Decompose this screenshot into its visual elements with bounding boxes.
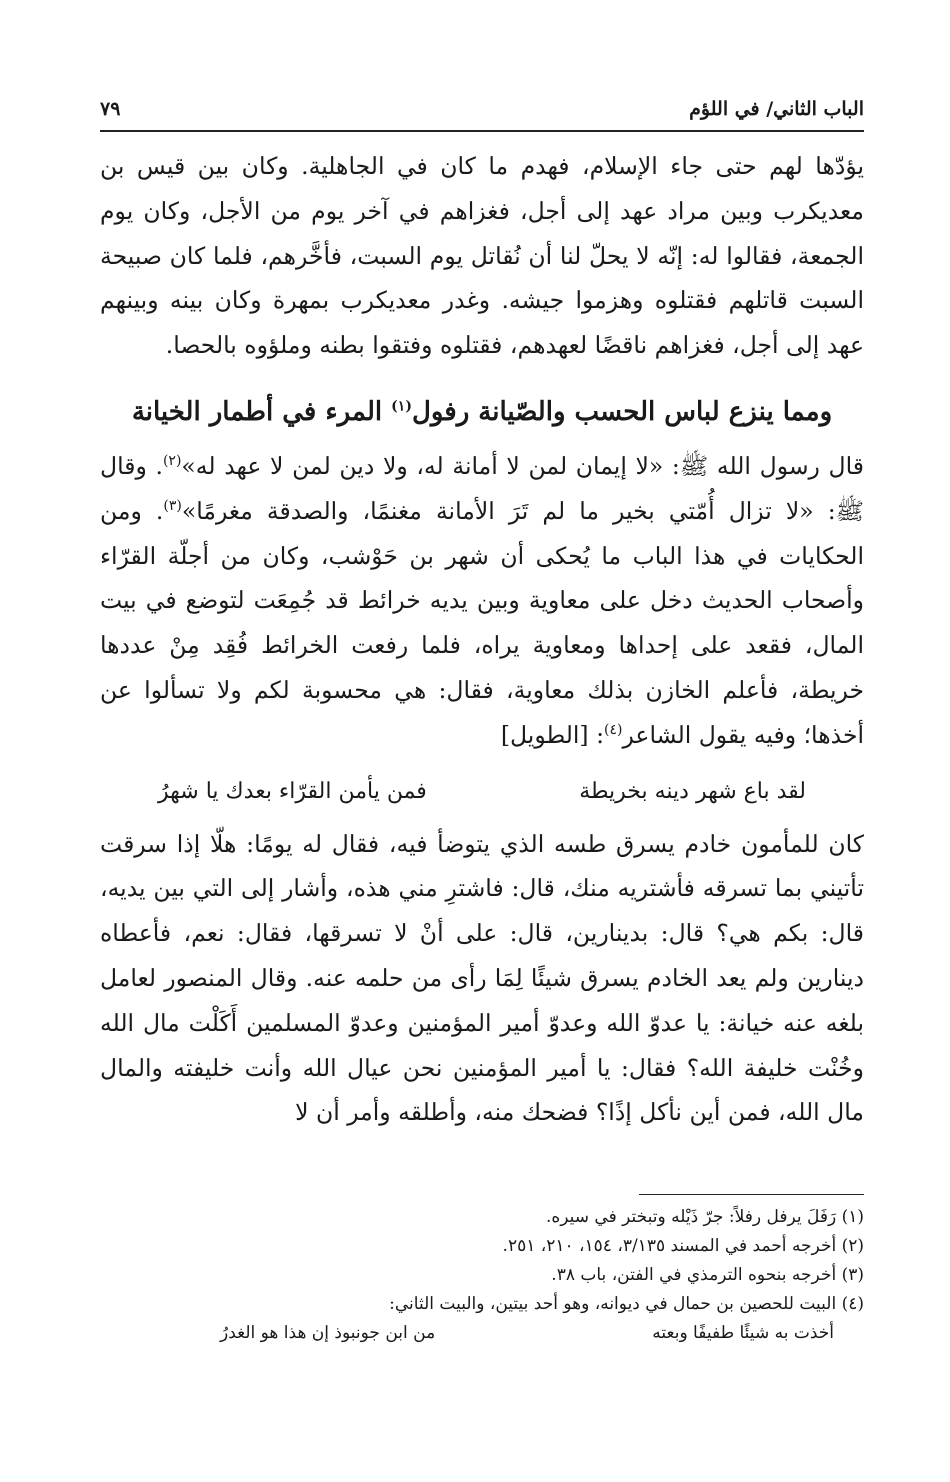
footnote-marker-3[interactable]: (٣) <box>163 497 182 514</box>
anecdote-shahr: . ومن الحكايات في هذا الباب ما يُحكى أن شهر بن حَوْشب، وكان من أجلّة القرّاء وأصحاب الحديث دخل على معاوية وبين يديه خرائط قد جُمِعَت لتوضع في بيت المال، فقعد على إحداها ومعاوية يراه، فلما رفعت الخرائط فُقِد مِنْ عددها خريطة، فأعلم الخازن بذلك معاوية، فقال: هي محسوبة لكم ولا تسألوا عن أخذها؛ وفيه يقول الشاعر <box>100 496 864 749</box>
section-heading <box>100 390 864 434</box>
meter-label: : [الطويل] <box>500 720 604 749</box>
heading-part-b: المرء في أطمار الخيانة <box>131 396 392 427</box>
footnote-divider <box>639 1194 864 1195</box>
hadith-2: . وقال ﷺ: «لا تزال أُمّتي بخير ما لم تَرَ الأمانة مغنمًا، والصدقة مغرمًا» <box>100 451 865 525</box>
body-text <box>100 144 864 1135</box>
footnote-verse-second: من ابن جونبوذ إن هذا هو الغدرُ <box>220 1323 436 1343</box>
footnote-verse-first: أخذت به شيئًا طفيفًا وبعته <box>652 1323 834 1343</box>
footnote-2: (٢) أخرجه أحمد في المسند ٣/١٣٥، ١٥٤، ٢١٠، ٢٥١. <box>502 1236 864 1256</box>
paragraph-2 <box>100 444 864 758</box>
footnote-marker-4[interactable]: (٤) <box>603 721 623 738</box>
verse-first-hemistich: لقد باع شهر دينه بخريطة <box>579 778 806 804</box>
footnote-1: (١) رَفَلَ يرفل رفلاً: جرّ ذَيْله وتبختر في سيره. <box>545 1207 864 1227</box>
running-header <box>100 98 864 132</box>
verse-second-hemistich: فمن يأمن القرّاء بعدك يا شهرُ <box>158 778 427 804</box>
footnote-3: (٣) أخرجه بنحوه الترمذي في الفتن، باب ٣٨. <box>551 1265 864 1285</box>
paragraph-1: يؤدّها لهم حتى جاء الإسلام، فهدم ما كان في الجاهلية. وكان بين قيس بن معديكرب وبين مراد عهد إلى أجل، فغزاهم في آخر يوم من الأجل، وكان يوم الجمعة، فقالوا له: إنّه لا يحلّ لنا أن نُقاتل يوم السبت، فأخَّرهم، فلما كان صبيحة السبت قاتلهم فقتلوه وهزموا جيشه. وغدر معديكرب بمهرة وكان بينه وبينهم عهد إلى أجل، فغزاهم ناقضًا لعهدهم، فقتلوه وفتقوا بطنه وملؤوه بالحصا. <box>100 152 864 360</box>
heading-part-a: ومما ينزع لباس الحسب والصّيانة رفول <box>411 396 833 427</box>
footnote-marker-2[interactable]: (٢) <box>162 453 182 470</box>
footnotes <box>100 1194 864 1348</box>
footnote-verse <box>220 1319 834 1348</box>
hadith-1: قال رسول الله ﷺ: «لا إيمان لمن لا أمانة له، ولا دين لمن لا عهد له» <box>181 451 864 480</box>
footnote-4: (٤) البيت للحصين بن حمال في ديوانه، وهو أحد بيتين، والبيت الثاني: <box>389 1294 864 1314</box>
paragraph-3: كان للمأمون خادم يسرق طسه الذي يتوضأ فيه، فقال له يومًا: هلّا إذا سرقت تأتيني بما تسرقه فأشتريه منك، قال: فاشترِ مني هذه، وأشار إلى التي بين يديه، قال: بكم هي؟ قال: بدينارين، قال: على أنْ لا تسرقها، فقال: نعم، فأعطاه دينارين ولم يعد الخادم يسرق شيئًا لِمَا رأى من حلمه عنه. وقال المنصور لعامل بلغه عنه خيانة: يا عدوّ الله وعدوّ أمير المؤمنين وعدوّ المسلمين أَكَلْت مال الله وخُنْت خليفة الله؟ فقال: يا أمير المؤمنين نحن عيال الله وأنت خليفته والمال مال الله، فمن أين نأكل إذًا؟ فضحك منه، وأطلقه وأمر أن لا <box>100 829 864 1127</box>
footnote-marker-1[interactable]: (١) <box>391 398 412 415</box>
chapter-title: الباب الثاني/ في اللؤم <box>689 98 864 120</box>
page-number: ٧٩ <box>100 98 121 120</box>
poem-verse <box>158 772 806 812</box>
page <box>100 98 864 1135</box>
